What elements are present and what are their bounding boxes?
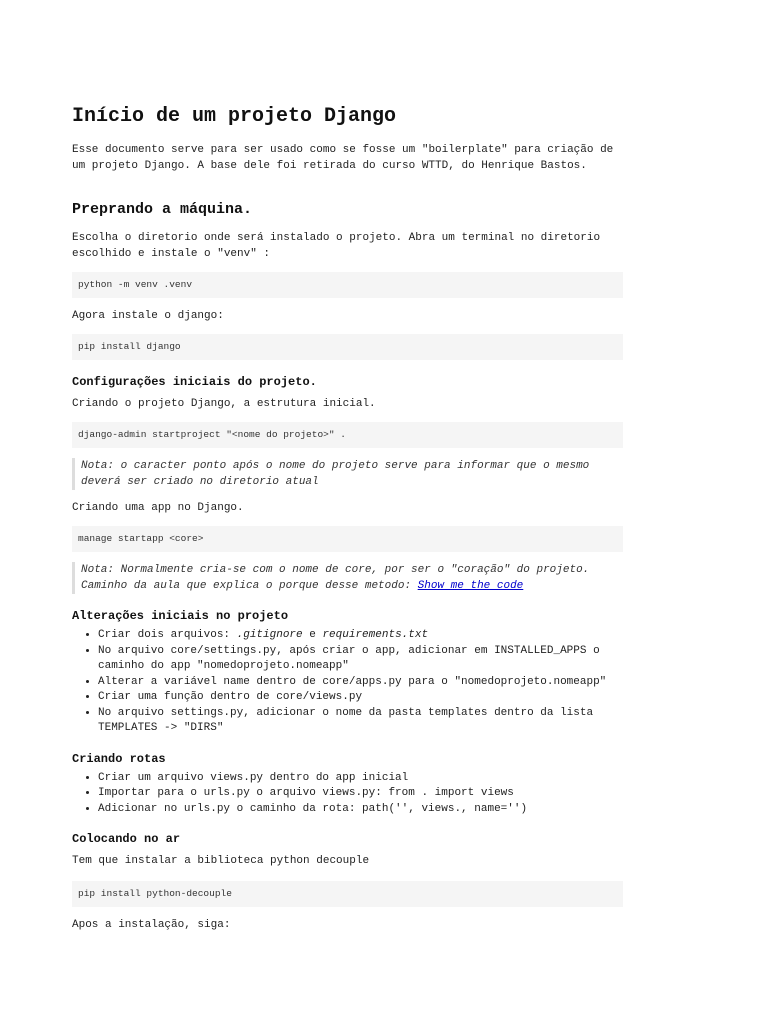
note-startapp-text: Nota: Normalmente cria-se com o nome de core, por ser o "coração" do projeto. Caminho da aula que explica o porque desse metodo: [81,564,590,592]
list-item: • Importar para o urls.py o arquivo views.py: from . import views [98,786,623,802]
show-me-the-code-link[interactable]: Show me the code [417,580,524,592]
deploy-text-2: Apos a instalação, siga: [72,919,231,931]
list-item: • Criar um arquivo views.py dentro do app inicial [98,771,623,787]
machine-text-2: Agora instale o django: [72,310,224,322]
code-block-venv: python -m venv .venv [72,272,623,298]
section-heading-deploy: Colocando no ar [72,832,181,846]
deploy-text-1: Tem que instalar a biblioteca python decouple [72,855,370,867]
section-heading-config: Configurações iniciais do projeto. [72,375,317,389]
list-item-text: e [302,629,323,641]
changes-list [72,628,623,737]
note-startproject: Nota: o caracter ponto após o nome do projeto serve para informar que o mesmo deverá ser criado no diretorio atual [72,458,623,490]
config-text-1: Criando o projeto Django, a estrutura inicial. [72,398,376,410]
section-heading-routes: Criando rotas [72,751,166,766]
list-item-text: Criar dois arquivos: [98,629,237,641]
list-item: • No arquivo core/settings.py, após criar o app, adicionar em INSTALLED_APPS o caminho do app "nomedoprojeto.nomeapp" [98,644,623,675]
list-item: • No arquivo settings.py, adicionar o nome da pasta templates dentro da lista TEMPLATES -> "DIRS" [98,706,623,737]
document [72,104,623,943]
list-item-filename: .gitignore [236,629,303,641]
code-block-decouple: pip install python-decouple [72,881,623,907]
page-title: Início de um projeto Django [72,105,397,128]
config-text-2: Criando uma app no Django. [72,502,244,514]
machine-text-1: Escolha o diretorio onde será instalado o projeto. Abra um terminal no diretorio escolhido e instale o "venv" : [72,232,601,260]
list-item [98,628,623,644]
section-heading-machine: Preprando a máquina. [72,201,253,218]
intro-paragraph: Esse documento serve para ser usado como se fosse um "boilerplate" para criação de um projeto Django. A base dele foi retirada do curso WTTD, do Henrique Bastos. [72,144,614,172]
list-item: • Criar uma função dentro de core/views.py [98,690,623,706]
code-block-startproject: django-admin startproject "<nome do projeto>" . [72,422,623,448]
list-item-filename: requirements.txt [322,629,429,641]
section-heading-changes: Alterações iniciais no projeto [72,609,289,623]
note-startapp [72,562,623,594]
routes-list [72,771,623,818]
code-block-pip-django: pip install django [72,334,623,360]
list-item: • Alterar a variável name dentro de core/apps.py para o "nomedoprojeto.nomeapp" [98,675,623,691]
code-block-startapp: manage startapp <core> [72,526,623,552]
list-item: • Adicionar no urls.py o caminho da rota: path('', views., name='') [98,802,623,818]
